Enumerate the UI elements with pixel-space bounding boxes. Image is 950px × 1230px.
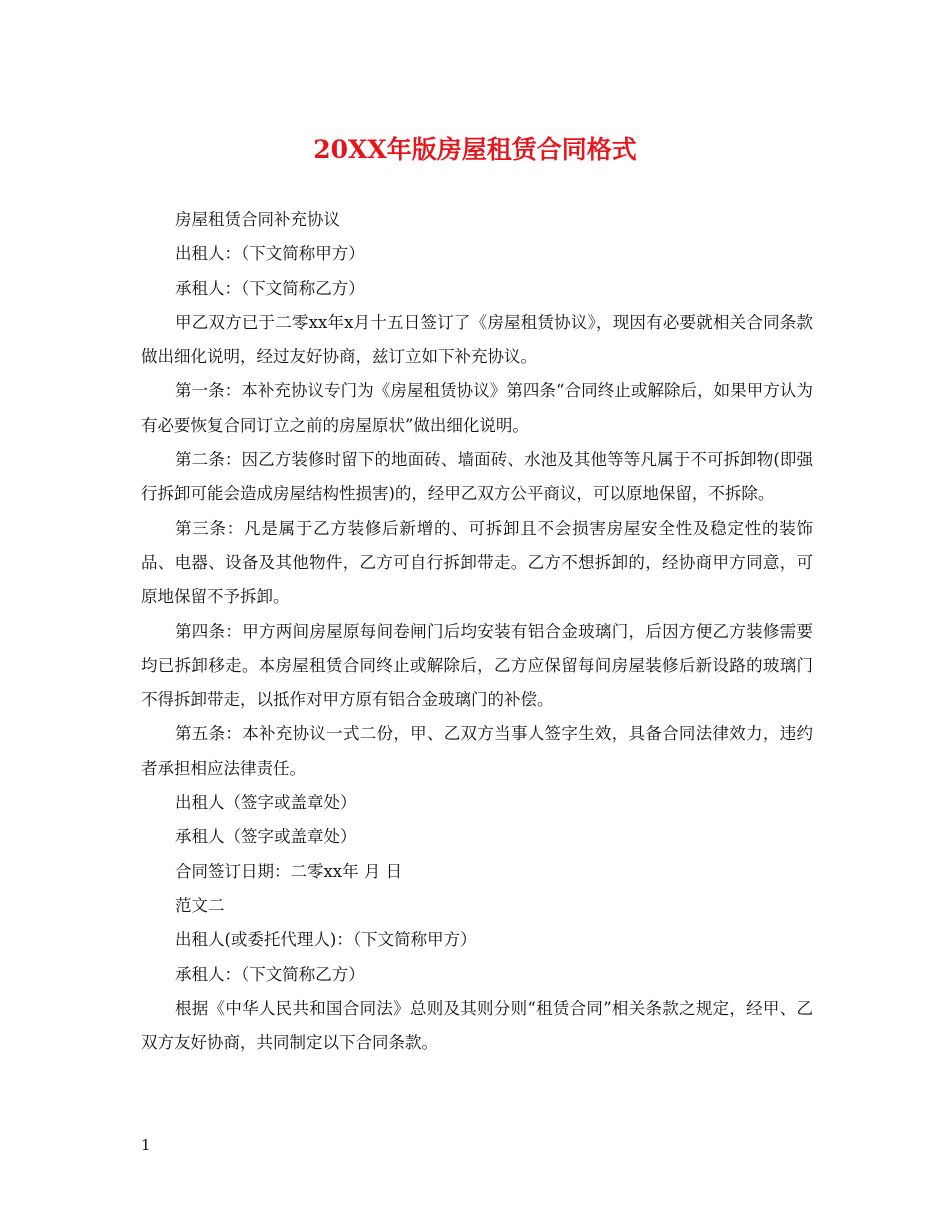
paragraph-lessee-signature: 承租人（签字或盖章处）	[175, 827, 357, 847]
paragraph-supplement-title: 房屋租赁合同补充协议	[175, 210, 340, 229]
paragraph-lessor-agent: 出租人(或委托代理人)：（下文简称甲方）	[175, 930, 477, 950]
paragraph-article-4: 第四条：甲方两间房屋原每间卷闸门后均安装有铝合金玻璃门，后因方便乙方装修需要均已拆卸移走。本房屋租赁合同终止或解除后，乙方应保留每间房屋装修后新设路的玻璃门不得拆卸带走，以抵作对甲方原有铝合金玻璃门的补偿。	[141, 621, 813, 710]
document-body	[141, 203, 813, 1060]
paragraph-signing-date: 合同签订日期：二零xx年 月 日	[175, 861, 403, 881]
paragraph-lessor-signature: 出租人（签字或盖章处）	[175, 793, 357, 813]
paragraph-lessee: 承租人：（下文简称乙方）	[175, 278, 365, 298]
paragraph-article-5: 第五条：本补充协议一式二份，甲、乙双方当事人签字生效，具备合同法律效力，违约者承担相应法律责任。	[141, 724, 813, 778]
paragraph-article-3: 第三条：凡是属于乙方装修后新增的、可拆卸且不会损害房屋安全性及稳定性的装饰品、电器、设备及其他物件，乙方可自行拆卸带走。乙方不想拆卸的，经协商甲方同意，可原地保留不予拆卸。	[141, 518, 813, 607]
paragraph-lessor: 出租人：（下文简称甲方）	[175, 244, 365, 264]
paragraph-legal-basis: 根据《中华人民共和国合同法》总则及其则分则“租赁合同”相关条款之规定，经甲、乙双方友好协商，共同制定以下合同条款。	[141, 998, 813, 1053]
paragraph-intro: 甲乙双方已于二零xx年x月十五日签订了《房屋租赁协议》，现因有必要就相关合同条款做出细化说明，经过友好协商，兹订立如下补充协议。	[141, 312, 813, 367]
document-title: 20XX年版房屋租赁合同格式	[313, 135, 637, 164]
paragraph-lessee-two: 承租人：（下文简称乙方）	[175, 964, 365, 984]
paragraph-sample-two: 范文二	[175, 895, 225, 915]
page-number: 1	[141, 1136, 151, 1154]
paragraph-article-2: 第二条：因乙方装修时留下的地面砖、墙面砖、水池及其他等等凡属于不可拆卸物(即强行拆卸可能会造成房屋结构性损害)的，经甲乙双方公平商议，可以原地保留，不拆除。	[141, 450, 813, 504]
paragraph-article-1: 第一条：本补充协议专门为《房屋租赁协议》第四条“合同终止或解除后，如果甲方认为有必要恢复合同订立之前的房屋原状”做出细化说明。	[141, 381, 813, 435]
